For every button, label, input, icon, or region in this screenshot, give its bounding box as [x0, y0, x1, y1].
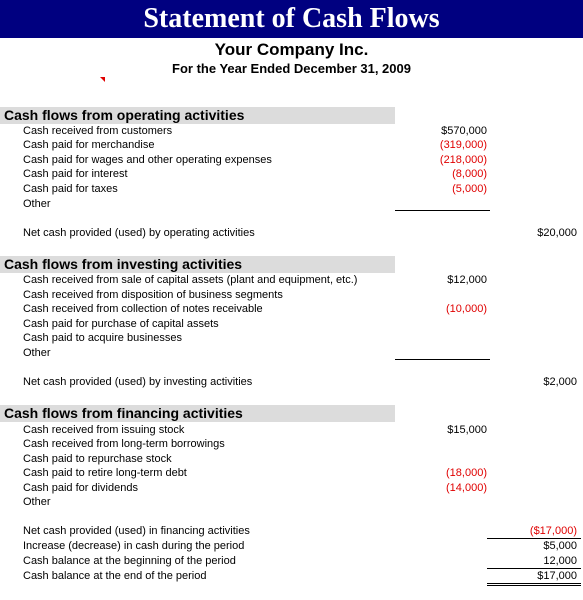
- row-label: Cash paid for purchase of capital assets: [23, 318, 219, 330]
- summary-row: [23, 539, 583, 553]
- subtotal-rule: [395, 359, 490, 360]
- reporting-period: For the Year Ended December 31, 2009: [172, 61, 411, 76]
- section-heading-investing: Cash flows from investing activities: [0, 256, 395, 273]
- table-row: [23, 153, 583, 167]
- row-label: Cash paid for merchandise: [23, 139, 155, 151]
- row-total: ($17,000): [529, 525, 577, 537]
- table-row: [23, 331, 583, 345]
- row-label: Cash received from issuing stock: [23, 424, 185, 436]
- row-label: Other: [23, 496, 51, 508]
- net-row-operating: [23, 226, 583, 240]
- table-row: [23, 288, 583, 302]
- subtotal-rule: [395, 210, 490, 211]
- row-label: Cash received from disposition of business segments: [23, 289, 283, 301]
- table-row: [23, 437, 583, 451]
- row-label: Other: [23, 347, 51, 359]
- row-value: (10,000): [446, 303, 487, 315]
- row-label: Cash balance at the end of the period: [23, 570, 207, 582]
- row-label: Cash balance at the beginning of the period: [23, 555, 236, 567]
- company-name: Your Company Inc.: [214, 40, 369, 59]
- table-row: [23, 495, 583, 509]
- table-row: [23, 317, 583, 331]
- row-label: Other: [23, 198, 51, 210]
- table-row: [23, 481, 583, 495]
- row-label: Cash paid for dividends: [23, 482, 138, 494]
- row-total: $2,000: [543, 376, 577, 388]
- net-row-financing: [23, 524, 583, 538]
- table-row: [23, 182, 583, 196]
- double-underline-top: [487, 583, 581, 584]
- table-row: [23, 346, 583, 360]
- row-total: 12,000: [543, 555, 577, 567]
- table-row: [23, 273, 583, 287]
- row-label: Net cash provided (used) by investing activities: [23, 376, 253, 388]
- row-label: Net cash provided (used) in financing activities: [23, 525, 250, 537]
- table-row: [23, 302, 583, 316]
- table-row: [23, 452, 583, 466]
- row-total: $20,000: [537, 227, 577, 239]
- row-label: Net cash provided (used) by operating activities: [23, 227, 255, 239]
- summary-row: [23, 569, 583, 583]
- section-heading-operating: Cash flows from operating activities: [0, 107, 395, 124]
- comment-indicator-icon: [100, 77, 105, 82]
- section-heading-financing: Cash flows from financing activities: [0, 405, 395, 422]
- row-label: Cash received from customers: [23, 125, 173, 137]
- statement-title: Statement of Cash Flows: [0, 0, 583, 38]
- row-label: Cash paid for interest: [23, 168, 128, 180]
- table-row: [23, 197, 583, 211]
- row-label: Cash received from collection of notes receivable: [23, 303, 263, 315]
- row-label: Cash paid for wages and other operating expenses: [23, 154, 272, 166]
- table-row: [23, 167, 583, 181]
- row-label: Cash paid for taxes: [23, 183, 118, 195]
- row-value: (5,000): [452, 183, 487, 195]
- summary-row: [23, 554, 583, 568]
- table-row: [23, 124, 583, 138]
- row-total: $5,000: [543, 540, 577, 552]
- table-row: [23, 138, 583, 152]
- double-underline-bottom: [487, 585, 581, 586]
- row-value: (14,000): [446, 482, 487, 494]
- row-label: Cash paid to retire long-term debt: [23, 467, 187, 479]
- table-row: [23, 466, 583, 480]
- row-value: (18,000): [446, 467, 487, 479]
- row-value: $15,000: [447, 424, 487, 436]
- row-label: Cash paid to acquire businesses: [23, 332, 182, 344]
- net-row-investing: [23, 375, 583, 389]
- row-value: (8,000): [452, 168, 487, 180]
- row-value: (218,000): [439, 154, 487, 166]
- row-label: Increase (decrease) in cash during the period: [23, 540, 245, 552]
- row-value: $570,000: [441, 125, 487, 137]
- row-value: (319,000): [439, 139, 487, 151]
- row-label: Cash paid to repurchase stock: [23, 453, 172, 465]
- row-value: $12,000: [447, 274, 487, 286]
- row-total: $17,000: [537, 570, 577, 582]
- row-label: Cash received from sale of capital assets (plant and equipment, etc.): [23, 274, 358, 286]
- table-row: [23, 423, 583, 437]
- row-label: Cash received from long-term borrowings: [23, 438, 225, 450]
